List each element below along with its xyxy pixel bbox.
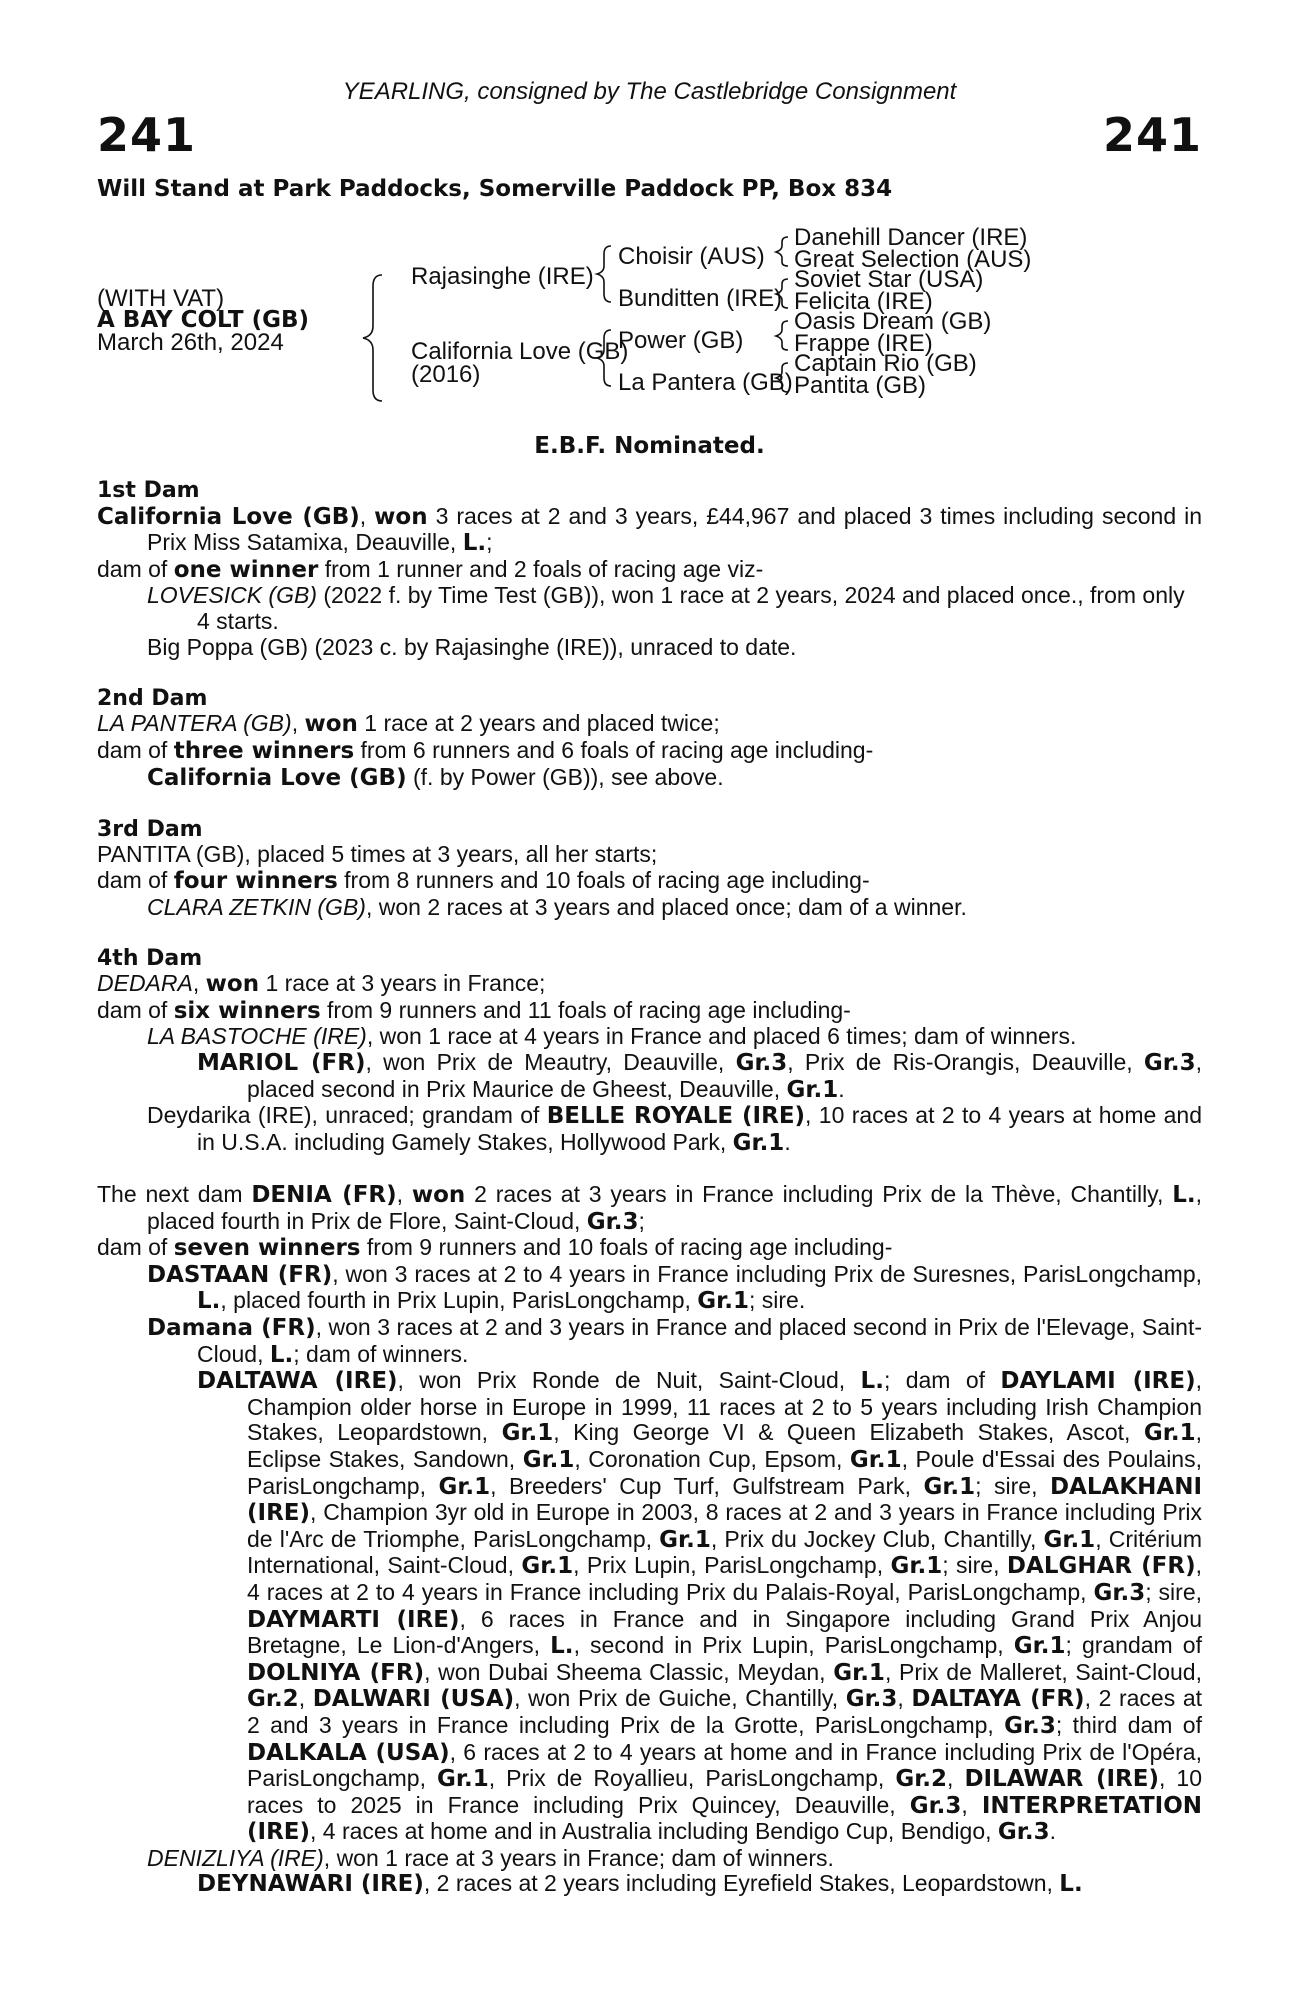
g3-5: Oasis Dream (GB) — [794, 308, 992, 335]
dam: California Love (GB) — [411, 338, 629, 365]
next-dam-summary: dam of seven winners from 9 runners and 10 foals of racing age including- — [97, 1234, 893, 1262]
fourth-dam-entry: DEDARA, won 1 race at 3 years in France; — [97, 970, 546, 998]
g3-1: Danehill Dancer (IRE) — [794, 224, 1028, 251]
first-dam-entry: California Love (GB), won 3 races at 2 and 3 years, £44,967 and placed 3 times including second in Prix Miss Satamixa, Deauville, L.; — [97, 502, 1203, 557]
bracket-main — [363, 275, 382, 401]
third-dam-entry: PANTITA (GB), placed 5 times at 3 years, all her starts; — [97, 841, 658, 868]
bracket-g3-1 — [776, 237, 788, 266]
next-dam-entry: The next dam DENIA (FR), won 2 races at 3 years in France including Prix de la Thève, Chantilly, L., placed fourth in Prix de Flore, Saint-Cloud, Gr.3; — [97, 1181, 1202, 1235]
g3-3: Soviet Star (USA) — [794, 266, 984, 293]
first-dam-heading: 1st Dam — [97, 478, 200, 503]
dam-dam: La Pantera (GB) — [618, 369, 793, 396]
g3-6: Frappe (IRE) — [794, 330, 933, 357]
pedigree-table — [97, 206, 1202, 506]
vat-note: (WITH VAT) — [97, 285, 225, 312]
ebf-note: E.B.F. Nominated. — [534, 433, 765, 459]
produce-dastaan: DASTAAN (FR), won 3 races at 2 to 4 years in France including Prix de Suresnes, ParisLongchamp, L., placed fourth in Prix Lupin, ParisLongchamp, Gr.1; sire. — [147, 1260, 1203, 1315]
produce-big-poppa: Big Poppa (GB) (2023 c. by Rajasinghe (IRE)), unraced to date. — [147, 633, 797, 660]
second-dam-produce: California Love (GB) (f. by Power (GB)), see above. — [147, 763, 724, 791]
lot-number-right: 241 — [1102, 108, 1202, 162]
second-dam-summary: dam of three winners from 6 runners and 6 foals of racing age including- — [97, 736, 874, 764]
produce-denizliya: DENIZLIYA (IRE), won 1 race at 3 years in France; dam of winners. — [147, 1844, 834, 1871]
sire-dam: Bunditten (IRE) — [618, 285, 783, 312]
third-dam-heading: 3rd Dam — [97, 816, 203, 842]
lot-number-left: 241 — [97, 108, 197, 162]
g3-2: Great Selection (AUS) — [794, 246, 1032, 273]
fourth-dam-heading: 4th Dam — [97, 945, 203, 971]
dam-sire: Power (GB) — [618, 327, 744, 354]
produce-daltawa: DALTAWA (IRE), won Prix Ronde de Nuit, Saint-Cloud, L.; dam of DAYLAMI (IRE), Champion older horse in Europe in 1999, 11 races at 2 to 5 years including Irish Champion Stakes, Leopardstown, Gr.1, King George VI & Queen Elizabeth Stakes, Ascot, Gr.1, Eclipse Stakes, Sandown, Gr.1, Coronation Cup, Epsom, Gr.1, Poule d'Essai des Poulains, ParisLongchamp, Gr.1, Breeders' Cup Turf, Gulfstream Park, Gr.1; sire, DALAKHANI (IRE), Champion 3yr old in Europe in 2003, 8 races at 2 and 3 years in France including Prix de l'Arc de Triomphe, ParisLongchamp, Gr.1, Prix du Jockey Club, Chantilly, Gr.1, Critérium International, Saint-Cloud, Gr.1, Prix Lupin, ParisLongchamp, Gr.1; sire, DALGHAR (FR), 4 races at 2 to 4 years in France including Prix du Palais-Royal, ParisLongchamp, Gr.3; sire, DAYMARTI (IRE), 6 races in France and in Singapore including Grand Prix Anjou Bretagne, Le Lion-d'Angers, L., second in Prix Lupin, ParisLongchamp, Gr.1; grandam of DOLNIYA (FR), won Dubai Sheema Classic, Meydan, Gr.1, Prix de Malleret, Saint-Cloud, Gr.2, DALWARI (USA), won Prix de Guiche, Chantilly, Gr.3, DALTAYA (FR), 2 races at 2 and 3 years in France including Prix de la Grotte, ParisLongchamp, Gr.3; third dam of DALKALA (USA), 6 races at 2 to 4 years at home and in France including Prix de l'Opéra, ParisLongchamp, Gr.1, Prix de Royallieu, ParisLongchamp, Gr.2, DILAWAR (IRE), 10 races to 2025 in France including Prix Quincey, Deauville, Gr.3, INTERPRETATION (IRE), 4 races at home and in Australia including Bendigo Cup, Bendigo, Gr.3. — [197, 1367, 1203, 1846]
produce-mariol: MARIOL (FR), won Prix de Meautry, Deauville, Gr.3, Prix de Ris-Orangis, Deauville, Gr.3, placed second in Prix Maurice de Gheest, Deauville, Gr.1. — [197, 1049, 1202, 1103]
produce-la-bastoche: LA BASTOCHE (IRE), won 1 race at 4 years in France and placed 6 times; dam of winners. — [147, 1023, 1077, 1050]
g3-8: Pantita (GB) — [794, 372, 927, 399]
third-dam-produce: CLARA ZETKIN (GB), won 2 races at 3 years and placed once; dam of a winner. — [147, 893, 967, 920]
produce-deynawari: DEYNAWARI (IRE), 2 races at 2 years including Eyrefield Stakes, Leopardstown, L. — [197, 1870, 1083, 1898]
foaling-date: March 26th, 2024 — [97, 329, 284, 356]
dam-line-text — [97, 478, 1202, 1898]
g3-7: Captain Rio (GB) — [794, 350, 977, 377]
second-dam-heading: 2nd Dam — [97, 685, 208, 711]
bracket-sire — [597, 246, 611, 302]
lot-name: A BAY COLT (GB) — [97, 307, 310, 333]
bracket-g3-3 — [776, 321, 788, 350]
produce-lovesick: LOVESICK (GB) (2022 f. by Time Test (GB)), won 1 race at 2 years, 2024 and placed once., from only 4 starts. — [147, 582, 1185, 634]
sire: Rajasinghe (IRE) — [411, 263, 594, 290]
sire-sire: Choisir (AUS) — [618, 243, 765, 270]
second-dam-entry: LA PANTERA (GB), won 1 race at 2 years and placed twice; — [97, 710, 720, 738]
stand-location: Will Stand at Park Paddocks, Somerville Paddock PP, Box 834 — [97, 176, 893, 202]
produce-deydarika: Deydarika (IRE), unraced; grandam of BELLE ROYALE (IRE), 10 races at 2 to 4 years at home and in U.S.A. including Gamely Stakes, Hollywood Park, Gr.1. — [147, 1102, 1202, 1156]
consignment-line: YEARLING, consigned by The Castlebridge Consignment — [342, 78, 957, 105]
fourth-dam-summary: dam of six winners from 9 runners and 11 foals of racing age including- — [97, 996, 851, 1024]
produce-damana: Damana (FR), won 3 races at 2 and 3 years in France and placed second in Prix de l'Elevage, Saint-Cloud, L.; dam of winners. — [147, 1314, 1202, 1368]
g3-4: Felicita (IRE) — [794, 288, 933, 315]
first-dam-summary: dam of one winner from 1 runner and 2 foals of racing age viz- — [97, 555, 764, 583]
dam-year: (2016) — [411, 361, 481, 388]
third-dam-summary: dam of four winners from 8 runners and 10 foals of racing age including- — [97, 866, 870, 894]
